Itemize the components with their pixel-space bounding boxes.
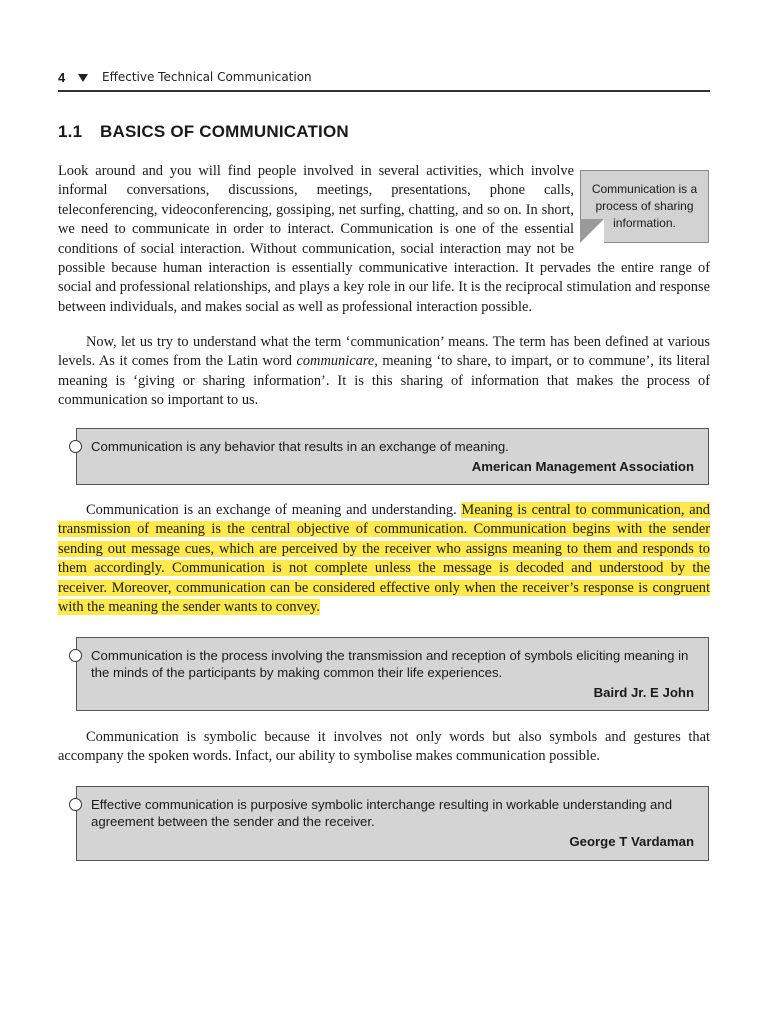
page-number: 4	[58, 70, 66, 85]
bullet-circle-icon	[69, 649, 82, 662]
book-title: Effective Technical Communication	[102, 70, 312, 84]
quote-box	[76, 637, 709, 711]
latin-term: communicare	[296, 353, 375, 370]
paragraph-2	[58, 333, 710, 411]
section-heading	[58, 122, 349, 142]
paragraph-1-text: Look around and you will find people involved in several activities, which involve informal conversations, discussions, meetings, presentations, phone calls, teleconferencing, videoconferencing, gossiping, net surfing, chatting, and so on. In short, we need to communicate in order to interact. Communication is one of the essential conditions of social interaction. Without communication, social interaction may not be possible because human interaction is essentially communicative interaction. It pervades the entire range of social and professional relationships, and plays a key role in our life. It is the reciprocal stimulation and response between individuals, and makes social as well as professional interaction possible.	[58, 163, 710, 315]
quote-box	[76, 428, 709, 485]
quote-author: George T Vardaman	[569, 834, 694, 849]
section-title: BASICS OF COMMUNICATION	[100, 122, 349, 141]
paragraph-2-text-b: , meaning ‘to share, to impart, or to commune’, its literal meaning is ‘giving or sharing information’. It is this sharing of information that makes the process of communication so important to us.	[58, 353, 710, 409]
paragraph-2-text-a: Now, let us try to understand what the term ‘communication’ means. The term has been defined at various levels. As it comes from the Latin word	[58, 334, 710, 370]
running-header	[58, 70, 710, 92]
quote-text: Effective communication is purposive symbolic interchange resulting in workable understanding and agreement between the sender and the receiver.	[91, 797, 673, 829]
bullet-circle-icon	[69, 440, 82, 453]
margin-note-text: Communication is a process of sharing information.	[591, 182, 698, 230]
quote-author: American Management Association	[471, 459, 694, 474]
quote-author: Baird Jr. E John	[593, 685, 694, 700]
paragraph-3	[58, 501, 710, 617]
paragraph-4-text: Communication is symbolic because it involves not only words but also symbols and gestures that accompany the spoken words. Infact, our ability to symbolise makes communication possible.	[58, 729, 710, 765]
section-number: 1.1	[58, 122, 83, 141]
highlighted-text: Meaning is central to communication, and transmission of meaning is the central objective of communication. Communication begins with the sender sending out message cues, which are perceived by the receiver who assigns meaning to them and responds to them accordingly.	[58, 502, 710, 577]
triangle-down-icon	[78, 74, 88, 82]
highlighted-text: Communication is not complete unless the message is decoded and understood by the receiver. Moreover, communication can be considered effective only when the receiver’s response is congruent with the meaning the sender wants to convey.	[58, 560, 710, 616]
quote-text: Communication is any behavior that results in an exchange of meaning.	[91, 439, 509, 454]
paragraph-3-text: Communication is an exchange of meaning and understanding.	[86, 502, 462, 518]
paragraph-1	[58, 162, 710, 317]
quote-text: Communication is the process involving the transmission and reception of symbols eliciting meaning in the minds of the participants by making common their life experiences.	[91, 648, 689, 680]
quote-box	[76, 786, 709, 861]
paragraph-4	[58, 728, 710, 767]
bullet-circle-icon	[69, 798, 82, 811]
